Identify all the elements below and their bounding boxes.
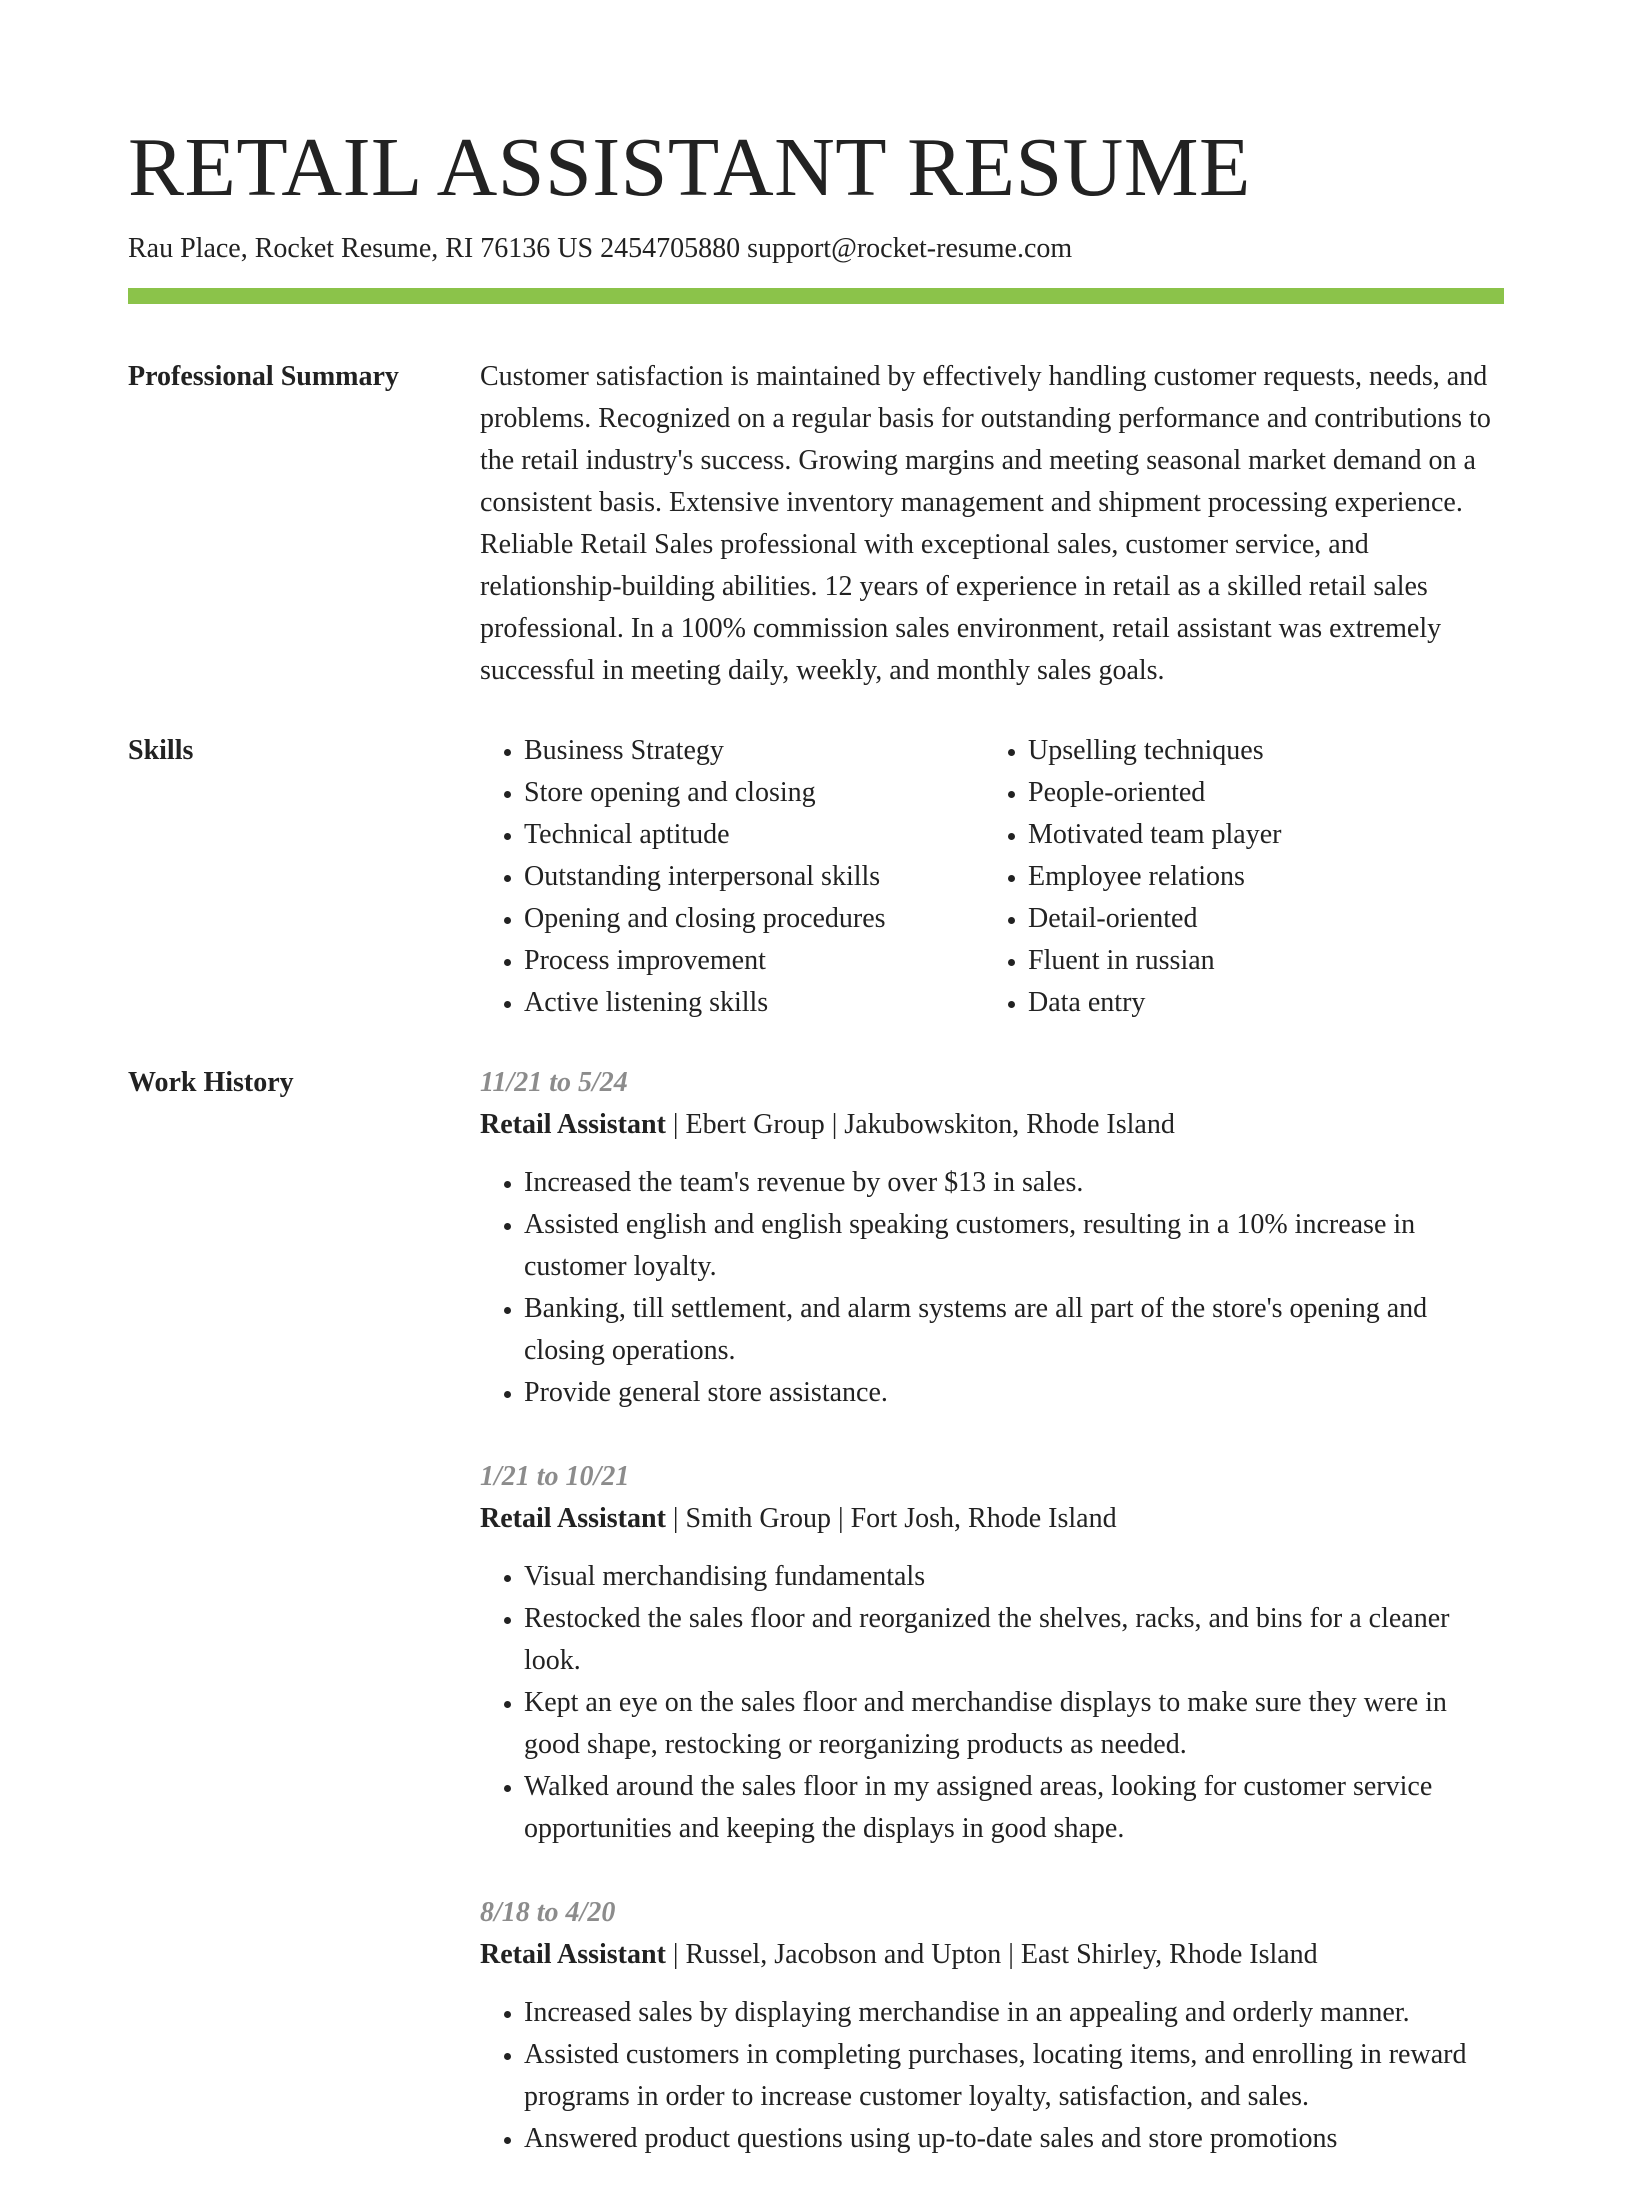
job-entry	[480, 1892, 1504, 2160]
skill-item: • People-oriented	[1028, 772, 1281, 814]
section-skills	[128, 730, 1504, 1024]
job-bullet: • Provide general store assistance.	[524, 1372, 1504, 1414]
skill-item: • Opening and closing procedures	[524, 898, 984, 940]
job-bullet: • Increased sales by displaying merchandise in an appealing and orderly manner.	[524, 1992, 1504, 2034]
section-label-skills: Skills	[128, 735, 194, 766]
skill-item: • Motivated team player	[1028, 814, 1281, 856]
contact-email: support@rocket-resume.com	[747, 233, 1073, 264]
job-role: Retail Assistant	[480, 1939, 666, 1970]
contact-line	[128, 232, 1504, 266]
skill-item: • Outstanding interpersonal skills	[524, 856, 984, 898]
skill-item: • Fluent in russian	[1028, 940, 1281, 982]
skill-item: • Technical aptitude	[524, 814, 984, 856]
job-bullets	[480, 1992, 1504, 2160]
job-bullet: • Walked around the sales floor in my assigned areas, looking for customer service opportunities and keeping the displays in good shape.	[524, 1766, 1504, 1850]
job-bullet: • Increased the team's revenue by over $13 in sales.	[524, 1162, 1504, 1204]
skill-item: • Upselling techniques	[1028, 730, 1281, 772]
contact-address: Rau Place, Rocket Resume, RI 76136 US	[128, 233, 594, 264]
section-label-summary: Professional Summary	[128, 361, 399, 392]
job-bullets	[480, 1162, 1504, 1414]
job-bullet: • Answered product questions using up-to-date sales and store promotions	[524, 2118, 1504, 2160]
job-dates: 1/21 to 10/21	[480, 1461, 630, 1492]
job-bullet: • Assisted customers in completing purchases, locating items, and enrolling in reward programs in order to increase customer loyalty, satisfaction, and sales.	[524, 2034, 1504, 2118]
skills-list-right	[984, 730, 1281, 1024]
skill-item: • Employee relations	[1028, 856, 1281, 898]
job-bullet: • Assisted english and english speaking customers, resulting in a 10% increase in customer loyalty.	[524, 1204, 1504, 1288]
job-heading	[480, 1104, 1504, 1146]
job-bullet: • Banking, till settlement, and alarm systems are all part of the store's opening and closing operations.	[524, 1288, 1504, 1372]
section-professional-summary	[128, 356, 1504, 692]
job-bullets	[480, 1556, 1504, 1850]
job-details: | Ebert Group | Jakubowskiton, Rhode Island	[665, 1109, 1175, 1140]
job-entry	[480, 1062, 1504, 1414]
job-details: | Smith Group | Fort Josh, Rhode Island	[665, 1503, 1117, 1534]
job-dates: 8/18 to 4/20	[480, 1897, 616, 1928]
skill-item: • Detail-oriented	[1028, 898, 1281, 940]
job-details: | Russel, Jacobson and Upton | East Shirley, Rhode Island	[665, 1939, 1318, 1970]
section-work-history	[128, 1062, 1504, 2202]
job-bullet: • Restocked the sales floor and reorganized the shelves, racks, and bins for a cleaner look.	[524, 1598, 1504, 1682]
skill-item: • Active listening skills	[524, 982, 984, 1024]
skill-item: • Data entry	[1028, 982, 1281, 1024]
resume-page	[128, 0, 1504, 2202]
job-entry	[480, 1456, 1504, 1850]
skill-item: • Store opening and closing	[524, 772, 984, 814]
skills-list-left	[480, 730, 984, 1024]
skill-item: • Business Strategy	[524, 730, 984, 772]
header-divider	[128, 288, 1504, 304]
job-heading	[480, 1934, 1504, 1976]
resume-title: RETAIL ASSISTANT RESUME	[128, 121, 1251, 214]
contact-phone: 2454705880	[600, 233, 741, 264]
job-bullet: • Kept an eye on the sales floor and merchandise displays to make sure they were in good shape, restocking or reorganizing products as needed.	[524, 1682, 1504, 1766]
job-heading	[480, 1498, 1504, 1540]
summary-text: Customer satisfaction is maintained by effectively handling customer requests, needs, and problems. Recognized on a regular basis for outstanding performance and contributions to the retail industry's success. Growing margins and meeting seasonal market demand on a consistent basis. Extensive inventory management and shipment processing experience. Reliable Retail Sales professional with exceptional sales, customer service, and relationship-building abilities. 12 years of experience in retail as a skilled retail sales professional. In a 100% commission sales environment, retail assistant was extremely successful in meeting daily, weekly, and monthly sales goals.	[480, 361, 1491, 686]
job-dates: 11/21 to 5/24	[480, 1067, 628, 1098]
skill-item: • Process improvement	[524, 940, 984, 982]
job-bullet: • Visual merchandising fundamentals	[524, 1556, 1504, 1598]
job-role: Retail Assistant	[480, 1503, 666, 1534]
section-label-work-history: Work History	[128, 1067, 294, 1098]
job-role: Retail Assistant	[480, 1109, 666, 1140]
